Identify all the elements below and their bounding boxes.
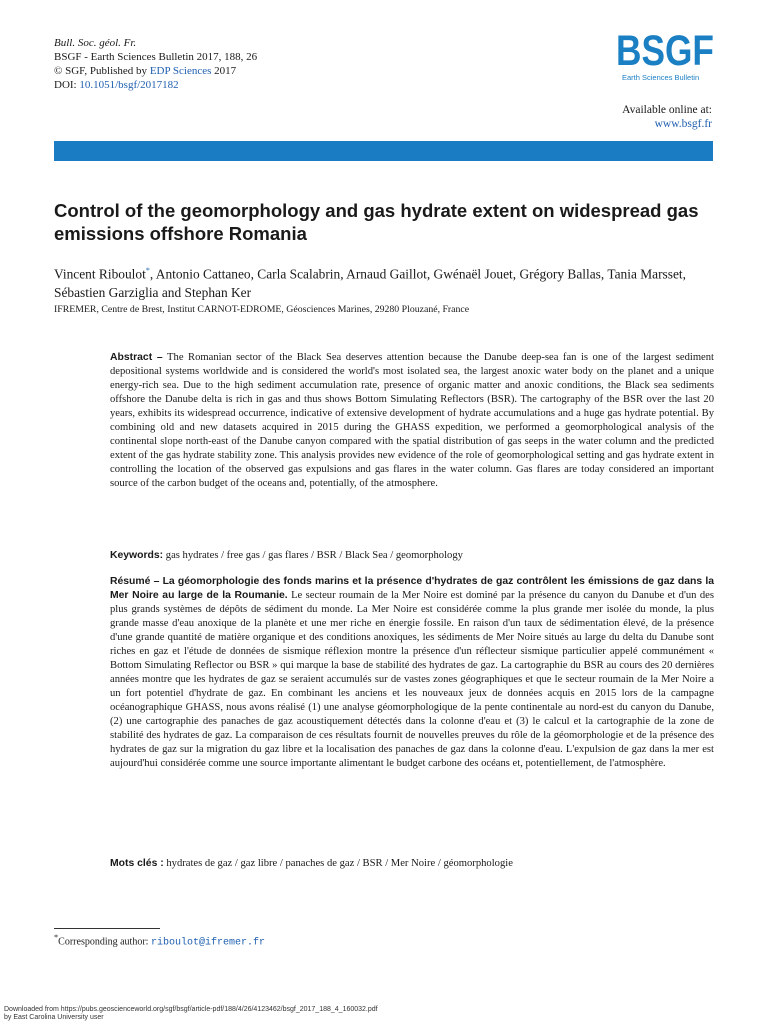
resume (110, 575, 714, 771)
doi-link[interactable]: 10.1051/bsgf/2017182 (79, 79, 179, 91)
copyright-prefix: © SGF, Published by (54, 65, 150, 77)
keywords-text: gas hydrates / free gas / gas flares / BSR / Black Sea / geomorphology (165, 550, 463, 561)
journal-info (54, 36, 257, 92)
other-authors: , Antonio Cattaneo, Carla Scalabrin, Arnaud Gaillot, Gwénaël Jouet, Grégory Ballas, Tania Marsset, Sébastien Garziglia and Stephan Ker (54, 266, 686, 301)
header-color-bar (54, 141, 713, 161)
copyright-line (54, 64, 257, 78)
footnote-rule (54, 928, 160, 929)
corresponding-author: Vincent Riboulot (54, 266, 146, 282)
download-user: by East Carolina University user (4, 1014, 104, 1021)
publisher-link[interactable]: EDP Sciences (149, 65, 212, 77)
bulletin-citation: BSGF - Earth Sciences Bulletin 2017, 188, 26 (54, 51, 258, 63)
logo-subtitle: Earth Sciences Bulletin (622, 73, 700, 82)
footnote-label: Corresponding author: (58, 936, 151, 948)
doi-label: DOI: (54, 79, 80, 91)
resume-text: Le secteur roumain de la Mer Noire est dominé par la présence du canyon du Danube et d'un des plus grands systèmes de dépôts de sédiment du monde. La Mer Noire est considérée comme la plus grande mer isolée du monde, la plus grande masse d'eau anoxique de la planète et une mer riche en énergie fossile. En raison d'un taux de sédimentation élevé, de la présence d'une grande quantité de matière organique et des conditions anoxiques, les sédiments de Mer Noire situés au large du delta du Danube sont riches en gaz et l'étude de données de sismique réflexion montre la présence d'un réflecteur sismique particulier appelé communément « Bottom Simulating Reflector ou BSR » qui marque la base de stabilité des hydrates de gaz. La cartographie du BSR au cours des 20 dernières années montre que les hydrates de gaz se seraient accumulés sur de vastes zones géographiques et que le secteur roumain de la Mer Noire a un fort potentiel d'hydrate de gaz. En combinant les anciens et les nouveaux jeux de données acquis en 2015 lors de la campagne océanographique GHASS, nous avons réalisé (1) une analyse géomorphologique de la pente continentale au nord-est du canyon du Danube, (2) une cartographie des panaches de gaz acoustiquement détectés dans la colonne d'eau et (3) le calcul et la cartographie de la zone de stabilité des hydrates de gaz. La comparaison de ces résultats fournit de nouvelles preuves du rôle de la géomorphologie et de la présence des hydrates de gaz sur la migration du gaz libre et la localisation des panaches de gaz dans la colonne d'eau. L'expulsion de gaz dans la mer est aujourd'hui considérée comme une source importante alimentant le budget carbone des océans et, potentiellement, de l'atmosphère. (110, 590, 714, 769)
author-list (54, 261, 714, 302)
mots-cles (110, 857, 714, 871)
corresponding-author-marker[interactable]: * (145, 266, 150, 275)
mots-cles-label: Mots clés : (110, 858, 164, 869)
abstract (110, 351, 714, 491)
download-notice (4, 1006, 378, 1022)
download-url: Downloaded from https://pubs.geoscienceworld.org/sgf/bsgf/article-pdf/188/4/26/4123462/bsgf_2017_188_4_160032.pdf (4, 1006, 378, 1013)
footnote-marker: * (54, 933, 59, 942)
mots-cles-text: hydrates de gaz / gaz libre / panaches de gaz / BSR / Mer Noire / géomorphologie (166, 858, 513, 869)
article-title: Control of the geomorphology and gas hydrate extent on widespread gas emissions offshore Romania (54, 200, 699, 244)
footnote (54, 933, 265, 948)
keywords (110, 549, 714, 563)
available-online-label: Available online at: (622, 104, 712, 116)
author-email-link[interactable]: riboulot@ifremer.fr (150, 937, 265, 949)
site-link[interactable]: www.bsgf.fr (654, 118, 712, 130)
availability (622, 103, 712, 131)
resume-label: Résumé – La géomorphologie des fonds marins et la présence d'hydrates de gaz contrôlent les émissions de gaz dans la Mer Noire au large de la Roumanie. (110, 576, 714, 601)
abstract-text: The Romanian sector of the Black Sea deserves attention because the Danube deep-sea fan is one of the largest sediment depositional systems worldwide and is considered the world's most isolated sea, the largest anoxic water body on the planet and a unique energy-rich sea. Due to the high sediment accumulation rate, presence of organic matter and anoxic conditions, the Black sea sediments offshore the Danube delta is rich in gas and thus shows Bottom Simulating Reflectors (BSR). The cartography of the BSR over the last 20 years, exhibits its widespread occurrence, indicative of extensive development of hydrate accumulations and a huge gas hydrate potential. By combining old and new datasets acquired in 2015 during the GHASS expedition, we performed a geomorphological analysis of the continental slope north-east of the Danube canyon compared with the spatial distribution of gas seeps in the water column and the predicted extent of the gas hydrate stability zone. This analysis provides new evidence of the role of geomorphological setting and gas hydrate extent in controlling the location of the observed gas expulsions and gas flares in the water column. Gas flares are today considered an important source of the carbon budget of the oceans and, potentially, of the atmosphere. (110, 352, 714, 489)
logo-text: BSGF (616, 27, 714, 75)
journal-short-name: Bull. Soc. géol. Fr. (54, 37, 137, 49)
doi-line (54, 78, 257, 92)
affiliation: IFREMER, Centre de Brest, Institut CARNOT-EDROME, Géosciences Marines, 29280 Plouzané, France (54, 304, 470, 315)
abstract-label: Abstract – (110, 352, 163, 363)
bsgf-logo (616, 27, 714, 82)
copyright-year: 2017 (211, 65, 237, 77)
keywords-label: Keywords: (110, 550, 164, 561)
